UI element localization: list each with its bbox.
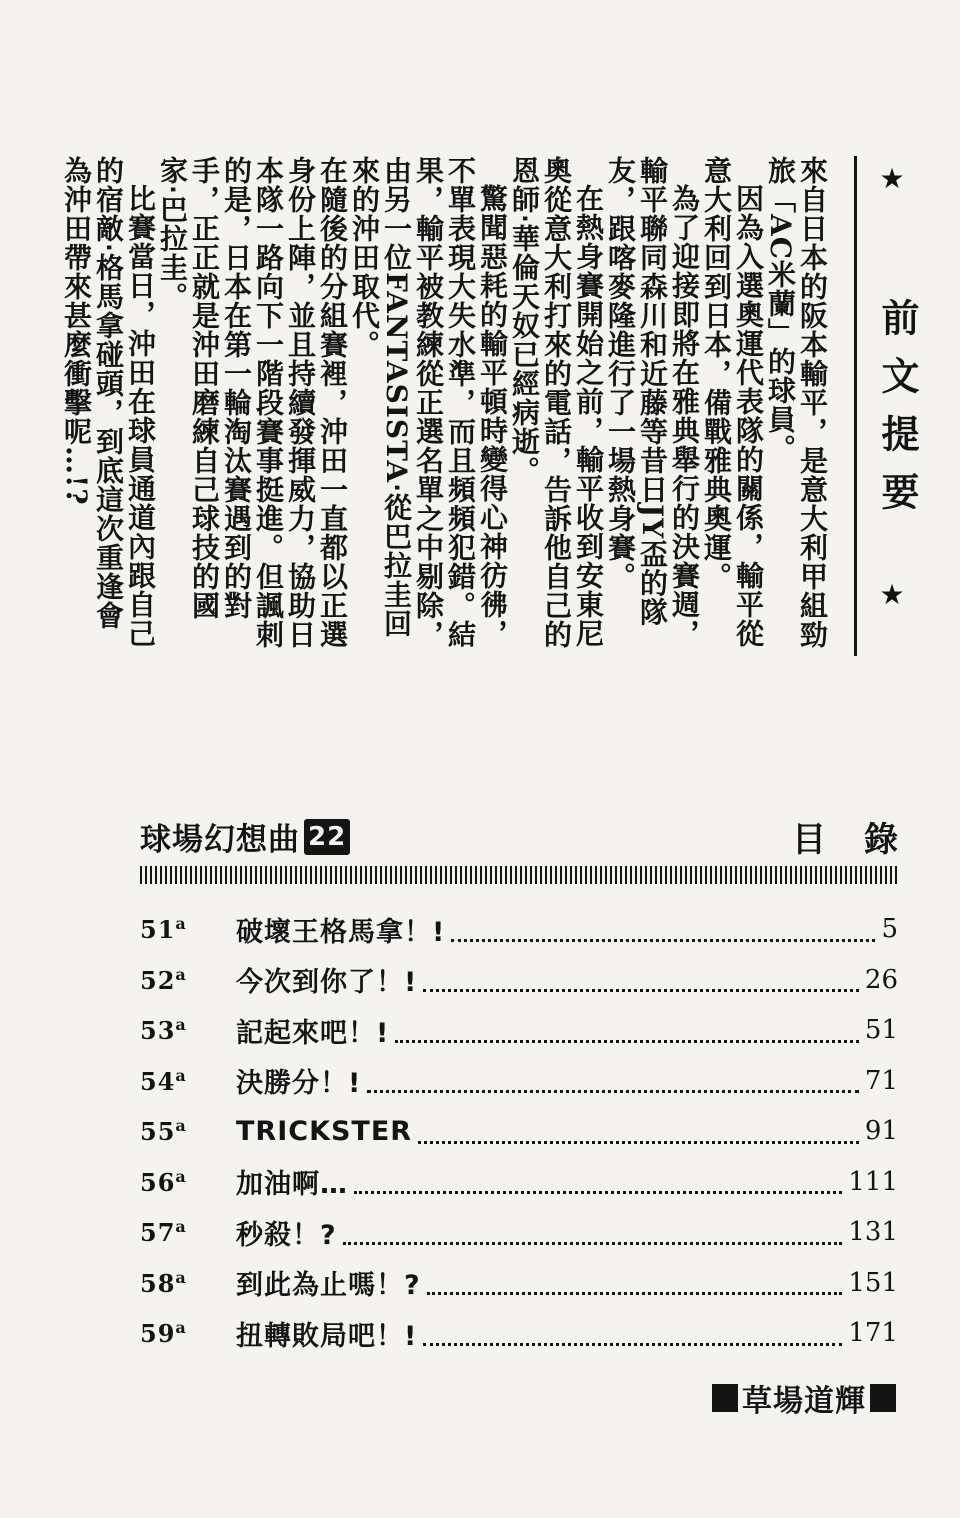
dot-leader [343, 1232, 843, 1245]
page-number: 26 [864, 964, 898, 995]
chapter-title: 決勝分！! [236, 1068, 362, 1100]
chapter-number: 55$^a$ [140, 1116, 187, 1147]
star-icon: ★ [879, 162, 905, 195]
chapter-number: 59$^a$ [140, 1318, 187, 1349]
volume-badge: 22 [304, 819, 350, 855]
contents-label: 目錄 [792, 820, 936, 860]
summary-heading: 前文提要 [875, 298, 919, 530]
toc-row[interactable] [140, 955, 898, 1006]
toc-list [140, 904, 898, 1359]
star-icon: ★ [879, 578, 905, 611]
page-number: 91 [864, 1116, 898, 1147]
chapter-title: 記起來吧！! [236, 1017, 390, 1049]
chapter-number: 52$^a$ [140, 964, 187, 995]
summary-paragraph: 驚聞惡耗的輸平頓時變得心神彷彿，不單表現大失水準，而且頻頻犯錯。結果，輸平被教練從正選名單之中剔除，由另一位FANTASISTA‧從巴拉圭回來的沖田取代。 [348, 156, 509, 649]
chapter-title: 今次到你了！! [236, 967, 418, 999]
dot-leader [354, 1181, 842, 1194]
dot-leader [423, 1333, 842, 1346]
toc-header [140, 812, 936, 862]
toc-row[interactable] [140, 1308, 898, 1359]
summary-body [60, 156, 829, 656]
summary-paragraph: 比賽當日，沖田在球員通道內跟自己的宿敵‧格馬拿碰頭，到底這次重逢會為沖田帶來甚麼衝擊呢…!? [60, 156, 157, 648]
chapter-number: 56$^a$ [140, 1166, 187, 1197]
author-credit [712, 1376, 896, 1420]
dot-leader [418, 1131, 859, 1144]
toc-row[interactable] [140, 1056, 898, 1107]
dot-leader [451, 929, 875, 942]
summary-paragraph: 來自日本的阪本輸平，是意大利甲組勁旅「AC米蘭」的球員。 [764, 156, 829, 649]
toc-row[interactable] [140, 904, 898, 955]
toc-row[interactable] [140, 1157, 898, 1208]
toc-row[interactable] [140, 1106, 898, 1157]
page-number: 171 [848, 1318, 898, 1349]
summary-divider [854, 156, 857, 656]
page-number: 51 [864, 1015, 898, 1046]
chapter-title: 破壞王格馬拿！! [236, 916, 446, 948]
summary-paragraph: 在隨後的分組賽裡，沖田一直都以正選身份上陣，並且持續發揮威力，協助日本隊一路向下一階段賽事挺進。但諷刺的是，日本在第一輪淘汰賽遇到的對手，正正就是沖田磨練自己球技的國家‧巴拉圭。 [156, 156, 349, 649]
page-number: 71 [864, 1065, 898, 1096]
series-title [140, 814, 350, 859]
chapter-title: 加油啊… [236, 1169, 348, 1201]
chapter-number: 58$^a$ [140, 1267, 187, 1298]
chapter-title: TRICKSTER [236, 1115, 413, 1147]
chapter-number: 51$^a$ [140, 914, 187, 945]
summary-paragraph: 為了迎接即將在雅典舉行的決賽週，輸平聯同森川和近藤等昔日JY盃的隊友，跟喀麥隆進行了一場熱身賽。 [604, 156, 701, 648]
toc-row[interactable] [140, 1207, 898, 1258]
summary-paragraph: 因為入選奧運代表隊的關係，輸平從意大利回到日本，備戰雅典奧運。 [700, 156, 765, 648]
dot-leader [427, 1282, 843, 1295]
chapter-number: 53$^a$ [140, 1015, 187, 1046]
black-square-icon [870, 1384, 896, 1412]
chapter-title: 扭轉敗局吧！! [236, 1320, 418, 1352]
dot-leader [395, 1030, 859, 1043]
series-title-text: 球場幻想曲 [140, 822, 300, 858]
black-square-icon [712, 1384, 738, 1412]
author-name: 草場道輝 [742, 1384, 866, 1419]
summary-section [60, 148, 919, 658]
page-number: 151 [848, 1267, 898, 1298]
dot-leader [367, 1080, 859, 1093]
dot-leader [423, 979, 859, 992]
chapter-number: 54$^a$ [140, 1065, 187, 1096]
toc-row[interactable] [140, 1005, 898, 1056]
chapter-title: 到此為止嗎！? [236, 1270, 421, 1302]
chapter-title: 秒殺！? [236, 1219, 337, 1251]
page-number: 5 [881, 914, 898, 945]
barcode-divider [140, 866, 898, 884]
toc-row[interactable] [140, 1258, 898, 1309]
page-number: 111 [848, 1166, 898, 1197]
chapter-number: 57$^a$ [140, 1217, 187, 1248]
summary-paragraph: 在熱身賽開始之前，輸平收到安東尼奧從意大利打來的電話，告訴他自己的恩師‧華倫天奴已經病逝。 [508, 156, 605, 649]
page-number: 131 [848, 1217, 898, 1248]
